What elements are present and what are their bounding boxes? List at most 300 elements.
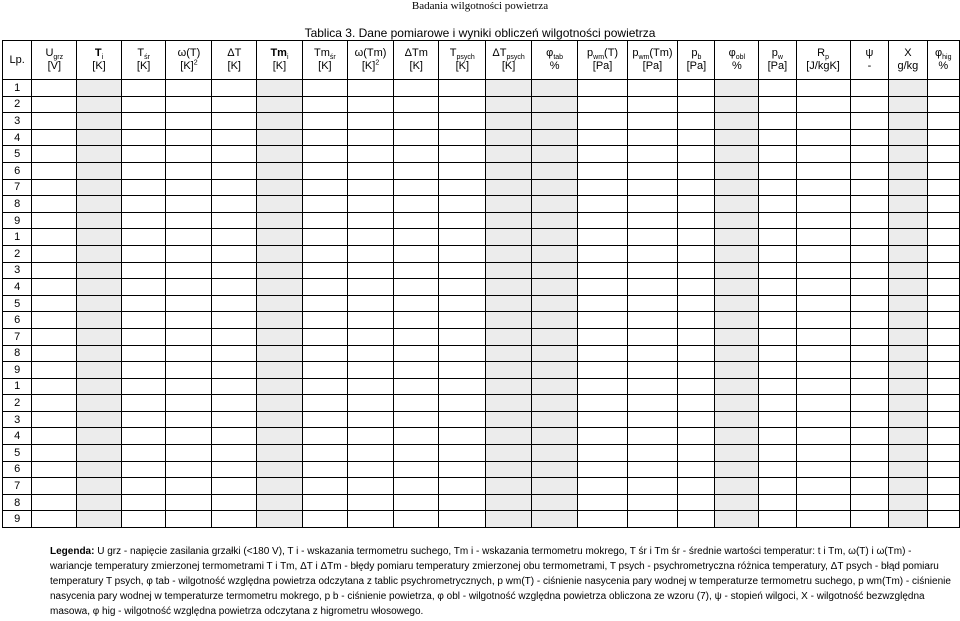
table-cell bbox=[927, 146, 960, 163]
table-cell bbox=[32, 395, 77, 412]
row-number: 9 bbox=[3, 362, 32, 379]
table-cell bbox=[759, 80, 796, 97]
measurement-table bbox=[2, 40, 960, 528]
table-cell bbox=[759, 129, 796, 146]
table-cell bbox=[678, 229, 715, 246]
column-header: $p_{wm}(Tm)$ [Pa] bbox=[627, 41, 678, 80]
table-cell bbox=[439, 461, 486, 478]
column-header: $U_{grz}$ [V] bbox=[32, 41, 77, 80]
table-cell bbox=[678, 113, 715, 130]
table-cell bbox=[347, 445, 393, 462]
table-cell bbox=[531, 445, 578, 462]
table-cell bbox=[627, 345, 678, 362]
table-cell bbox=[678, 245, 715, 262]
table-cell bbox=[678, 378, 715, 395]
table-cell bbox=[578, 229, 627, 246]
table-cell bbox=[166, 411, 212, 428]
table-cell bbox=[166, 279, 212, 296]
table-cell bbox=[678, 162, 715, 179]
table-cell bbox=[678, 129, 715, 146]
column-header: $T_i$ [K] bbox=[77, 41, 122, 80]
table-cell bbox=[759, 279, 796, 296]
table-cell bbox=[166, 362, 212, 379]
column-header: $p_{wm}(T)$ [Pa] bbox=[578, 41, 627, 80]
table-cell bbox=[715, 212, 759, 229]
table-cell bbox=[889, 395, 927, 412]
table-cell bbox=[627, 445, 678, 462]
table-cell bbox=[257, 445, 303, 462]
table-cell bbox=[678, 212, 715, 229]
table-row bbox=[3, 179, 960, 196]
table-cell bbox=[927, 196, 960, 213]
table-cell bbox=[32, 345, 77, 362]
table-cell bbox=[394, 279, 439, 296]
table-cell bbox=[32, 229, 77, 246]
table-cell bbox=[715, 395, 759, 412]
row-number: 4 bbox=[3, 279, 32, 296]
table-cell bbox=[257, 411, 303, 428]
table-cell bbox=[759, 411, 796, 428]
table-cell bbox=[394, 494, 439, 511]
row-number: 6 bbox=[3, 312, 32, 329]
table-cell bbox=[627, 113, 678, 130]
table-cell bbox=[302, 196, 347, 213]
table-cell bbox=[850, 345, 889, 362]
table-cell bbox=[796, 445, 850, 462]
table-cell bbox=[394, 146, 439, 163]
table-cell bbox=[927, 212, 960, 229]
table-cell bbox=[439, 245, 486, 262]
table-cell bbox=[77, 328, 122, 345]
table-cell bbox=[531, 328, 578, 345]
table-cell bbox=[166, 80, 212, 97]
table-cell bbox=[257, 212, 303, 229]
table-cell bbox=[796, 212, 850, 229]
table-cell bbox=[486, 162, 531, 179]
table-cell bbox=[715, 378, 759, 395]
table-cell bbox=[531, 295, 578, 312]
row-number: 3 bbox=[3, 113, 32, 130]
table-cell bbox=[531, 113, 578, 130]
table-cell bbox=[32, 494, 77, 511]
table-cell bbox=[302, 80, 347, 97]
table-cell bbox=[796, 295, 850, 312]
table-cell bbox=[121, 445, 166, 462]
table-cell bbox=[257, 378, 303, 395]
table-cell bbox=[486, 328, 531, 345]
table-cell bbox=[850, 162, 889, 179]
table-cell bbox=[166, 196, 212, 213]
table-cell bbox=[121, 80, 166, 97]
table-cell bbox=[531, 395, 578, 412]
table-cell bbox=[257, 96, 303, 113]
table-cell bbox=[531, 494, 578, 511]
table-cell bbox=[32, 328, 77, 345]
table-cell bbox=[850, 461, 889, 478]
table-cell bbox=[531, 378, 578, 395]
table-cell bbox=[439, 345, 486, 362]
table-cell bbox=[302, 113, 347, 130]
table-cell bbox=[531, 146, 578, 163]
table-cell bbox=[486, 362, 531, 379]
table-cell bbox=[531, 179, 578, 196]
table-cell bbox=[627, 212, 678, 229]
table-cell bbox=[257, 312, 303, 329]
table-cell bbox=[439, 411, 486, 428]
table-cell bbox=[486, 494, 531, 511]
table-cell bbox=[394, 96, 439, 113]
table-cell bbox=[850, 395, 889, 412]
table-cell bbox=[678, 362, 715, 379]
table-cell bbox=[302, 162, 347, 179]
table-cell bbox=[257, 395, 303, 412]
table-cell bbox=[212, 80, 257, 97]
table-cell bbox=[759, 378, 796, 395]
table-cell bbox=[889, 478, 927, 495]
table-cell bbox=[759, 328, 796, 345]
table-cell bbox=[257, 494, 303, 511]
table-cell bbox=[678, 461, 715, 478]
table-cell bbox=[715, 162, 759, 179]
table-cell bbox=[678, 395, 715, 412]
table-cell bbox=[531, 245, 578, 262]
table-cell bbox=[166, 478, 212, 495]
table-row bbox=[3, 511, 960, 528]
table-cell bbox=[212, 362, 257, 379]
table-cell bbox=[531, 212, 578, 229]
table-cell bbox=[531, 345, 578, 362]
column-header: ΔT [K] bbox=[212, 41, 257, 80]
table-cell bbox=[439, 494, 486, 511]
table-cell bbox=[759, 262, 796, 279]
table-cell bbox=[531, 229, 578, 246]
row-number: 2 bbox=[3, 96, 32, 113]
table-cell bbox=[302, 212, 347, 229]
table-cell bbox=[394, 212, 439, 229]
table-cell bbox=[212, 511, 257, 528]
table-cell bbox=[77, 146, 122, 163]
table-cell bbox=[889, 129, 927, 146]
column-header: $T_{śr}$ [K] bbox=[121, 41, 166, 80]
table-cell bbox=[302, 245, 347, 262]
table-cell bbox=[439, 312, 486, 329]
table-cell bbox=[927, 129, 960, 146]
table-cell bbox=[850, 179, 889, 196]
table-cell bbox=[77, 80, 122, 97]
table-cell bbox=[394, 312, 439, 329]
table-cell bbox=[302, 279, 347, 296]
table-cell bbox=[678, 295, 715, 312]
table-cell bbox=[678, 262, 715, 279]
table-cell bbox=[796, 162, 850, 179]
table-cell bbox=[32, 461, 77, 478]
table-cell bbox=[257, 229, 303, 246]
table-cell bbox=[850, 146, 889, 163]
table-cell bbox=[166, 212, 212, 229]
table-cell bbox=[32, 312, 77, 329]
table-cell bbox=[486, 96, 531, 113]
table-cell bbox=[439, 262, 486, 279]
table-cell bbox=[927, 328, 960, 345]
table-cell bbox=[796, 279, 850, 296]
table-cell bbox=[927, 445, 960, 462]
table-cell bbox=[121, 378, 166, 395]
table-cell bbox=[889, 196, 927, 213]
table-cell bbox=[578, 245, 627, 262]
table-cell bbox=[212, 312, 257, 329]
row-number: 1 bbox=[3, 80, 32, 97]
table-cell bbox=[32, 295, 77, 312]
table-cell bbox=[531, 80, 578, 97]
table-cell bbox=[302, 312, 347, 329]
table-cell bbox=[212, 212, 257, 229]
table-cell bbox=[32, 478, 77, 495]
table-cell bbox=[531, 461, 578, 478]
table-cell bbox=[439, 96, 486, 113]
table-row bbox=[3, 146, 960, 163]
table-row bbox=[3, 328, 960, 345]
table-cell bbox=[927, 80, 960, 97]
table-row bbox=[3, 113, 960, 130]
table-cell bbox=[394, 511, 439, 528]
column-header: X g/kg bbox=[889, 41, 927, 80]
table-cell bbox=[531, 279, 578, 296]
table-cell bbox=[77, 511, 122, 528]
table-cell bbox=[121, 129, 166, 146]
table-cell bbox=[347, 461, 393, 478]
table-cell bbox=[166, 146, 212, 163]
table-cell bbox=[166, 328, 212, 345]
table-cell bbox=[796, 428, 850, 445]
table-row bbox=[3, 295, 960, 312]
table-cell bbox=[678, 312, 715, 329]
table-cell bbox=[889, 511, 927, 528]
table-cell bbox=[889, 328, 927, 345]
table-cell bbox=[212, 445, 257, 462]
table-cell bbox=[889, 428, 927, 445]
table-row bbox=[3, 428, 960, 445]
table-cell bbox=[32, 428, 77, 445]
column-header: $Tm_{śr}$ [K] bbox=[302, 41, 347, 80]
table-cell bbox=[32, 162, 77, 179]
table-cell bbox=[394, 196, 439, 213]
table-cell bbox=[927, 245, 960, 262]
table-row bbox=[3, 229, 960, 246]
table-cell bbox=[347, 279, 393, 296]
table-cell bbox=[77, 362, 122, 379]
table-cell bbox=[212, 113, 257, 130]
table-cell bbox=[257, 262, 303, 279]
table-cell bbox=[166, 179, 212, 196]
legend bbox=[50, 544, 956, 619]
table-cell bbox=[850, 262, 889, 279]
table-cell bbox=[212, 279, 257, 296]
table-cell bbox=[486, 279, 531, 296]
table-cell bbox=[347, 113, 393, 130]
table-cell bbox=[796, 113, 850, 130]
table-cell bbox=[394, 445, 439, 462]
table-cell bbox=[531, 312, 578, 329]
table-cell bbox=[715, 96, 759, 113]
table-cell bbox=[486, 478, 531, 495]
table-cell bbox=[212, 146, 257, 163]
table-cell bbox=[121, 328, 166, 345]
table-cell bbox=[121, 295, 166, 312]
table-cell bbox=[77, 428, 122, 445]
table-cell bbox=[166, 445, 212, 462]
table-cell bbox=[627, 328, 678, 345]
table-cell bbox=[578, 328, 627, 345]
table-cell bbox=[578, 312, 627, 329]
table-cell bbox=[531, 428, 578, 445]
table-cell bbox=[486, 80, 531, 97]
table-cell bbox=[77, 196, 122, 213]
table-cell bbox=[678, 428, 715, 445]
row-number: 7 bbox=[3, 179, 32, 196]
table-cell bbox=[759, 445, 796, 462]
table-cell bbox=[850, 96, 889, 113]
table-cell bbox=[257, 179, 303, 196]
table-cell bbox=[347, 345, 393, 362]
table-cell bbox=[578, 494, 627, 511]
table-cell bbox=[578, 146, 627, 163]
table-cell bbox=[889, 146, 927, 163]
table-row bbox=[3, 378, 960, 395]
table-cell bbox=[531, 362, 578, 379]
table-row bbox=[3, 345, 960, 362]
table-cell bbox=[715, 129, 759, 146]
table-cell bbox=[850, 428, 889, 445]
table-cell bbox=[77, 494, 122, 511]
table-cell bbox=[121, 461, 166, 478]
table-cell bbox=[212, 494, 257, 511]
table-cell bbox=[77, 478, 122, 495]
table-cell bbox=[796, 129, 850, 146]
table-cell bbox=[889, 212, 927, 229]
row-number: 5 bbox=[3, 295, 32, 312]
table-cell bbox=[578, 461, 627, 478]
table-cell bbox=[889, 262, 927, 279]
table-cell bbox=[678, 411, 715, 428]
table-cell bbox=[678, 196, 715, 213]
table-cell bbox=[347, 511, 393, 528]
table-cell bbox=[927, 478, 960, 495]
table-cell bbox=[77, 345, 122, 362]
table-cell bbox=[166, 312, 212, 329]
table-cell bbox=[394, 245, 439, 262]
column-header: $\varphi_{hig}$ % bbox=[927, 41, 960, 80]
table-cell bbox=[759, 478, 796, 495]
table-cell bbox=[257, 345, 303, 362]
table-cell bbox=[678, 279, 715, 296]
table-cell bbox=[347, 80, 393, 97]
table-cell bbox=[678, 328, 715, 345]
table-row bbox=[3, 362, 960, 379]
table-cell bbox=[678, 179, 715, 196]
table-cell bbox=[257, 461, 303, 478]
table-cell bbox=[121, 262, 166, 279]
table-cell bbox=[302, 494, 347, 511]
table-cell bbox=[257, 162, 303, 179]
table-cell bbox=[77, 411, 122, 428]
table-cell bbox=[257, 245, 303, 262]
table-cell bbox=[759, 212, 796, 229]
table-cell bbox=[394, 129, 439, 146]
table-row bbox=[3, 411, 960, 428]
table-cell bbox=[850, 445, 889, 462]
table-cell bbox=[678, 80, 715, 97]
table-cell bbox=[302, 461, 347, 478]
table-cell bbox=[302, 146, 347, 163]
row-number: 2 bbox=[3, 395, 32, 412]
table-cell bbox=[121, 494, 166, 511]
table-cell bbox=[531, 196, 578, 213]
table-cell bbox=[257, 478, 303, 495]
table-cell bbox=[531, 411, 578, 428]
table-cell bbox=[166, 262, 212, 279]
table-cell bbox=[121, 345, 166, 362]
table-cell bbox=[678, 96, 715, 113]
table-cell bbox=[394, 80, 439, 97]
column-header: Lp. bbox=[3, 41, 32, 80]
column-header: $R_p$ [J/kgK] bbox=[796, 41, 850, 80]
table-row bbox=[3, 129, 960, 146]
table-cell bbox=[439, 511, 486, 528]
table-cell bbox=[77, 279, 122, 296]
table-cell bbox=[627, 229, 678, 246]
table-cell bbox=[759, 162, 796, 179]
table-cell bbox=[796, 80, 850, 97]
table-cell bbox=[678, 445, 715, 462]
table-cell bbox=[486, 295, 531, 312]
table-cell bbox=[678, 345, 715, 362]
row-number: 8 bbox=[3, 345, 32, 362]
table-cell bbox=[439, 179, 486, 196]
table-cell bbox=[32, 80, 77, 97]
table-cell bbox=[486, 511, 531, 528]
table-cell bbox=[121, 395, 166, 412]
table-cell bbox=[121, 362, 166, 379]
table-cell bbox=[927, 461, 960, 478]
table-cell bbox=[302, 445, 347, 462]
table-cell bbox=[715, 179, 759, 196]
table-cell bbox=[212, 378, 257, 395]
table-cell bbox=[302, 428, 347, 445]
table-cell bbox=[212, 129, 257, 146]
table-row bbox=[3, 494, 960, 511]
table-cell bbox=[889, 411, 927, 428]
table-cell bbox=[759, 179, 796, 196]
table-cell bbox=[121, 113, 166, 130]
table-cell bbox=[627, 96, 678, 113]
table-cell bbox=[796, 411, 850, 428]
table-cell bbox=[121, 279, 166, 296]
table-cell bbox=[486, 113, 531, 130]
table-cell bbox=[796, 328, 850, 345]
table-cell bbox=[889, 362, 927, 379]
row-number: 6 bbox=[3, 461, 32, 478]
table-cell bbox=[257, 428, 303, 445]
table-cell bbox=[889, 378, 927, 395]
column-header: $T_{psych}$ [K] bbox=[439, 41, 486, 80]
table-cell bbox=[257, 113, 303, 130]
table-cell bbox=[166, 511, 212, 528]
table-cell bbox=[889, 295, 927, 312]
table-cell bbox=[32, 96, 77, 113]
table-cell bbox=[759, 196, 796, 213]
table-cell bbox=[32, 245, 77, 262]
table-cell bbox=[759, 395, 796, 412]
